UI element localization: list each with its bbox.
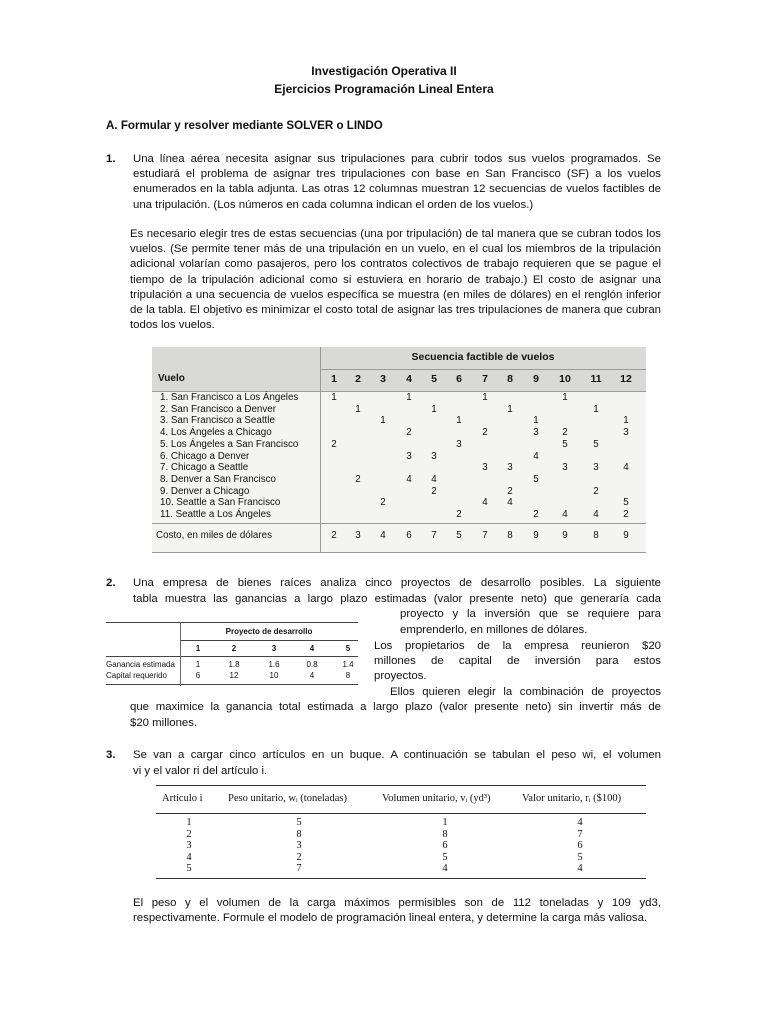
table-cell: 1 <box>507 403 513 415</box>
column-header: 3 <box>380 373 386 385</box>
column-header: Peso unitario, wᵢ (toneladas) <box>228 793 347 804</box>
problem-3-closing: El peso y el volumen de la carga máximos permisibles son de 112 toneladas y 109 yd3, respectivamente. Formule el modelo de programación lineal entera, y determine la carga más valiosa. <box>133 897 661 925</box>
cost-cell: 7 <box>482 530 488 541</box>
column-header: 1 <box>331 373 337 385</box>
table-cell: 1.6 <box>268 660 280 669</box>
cargo-table <box>156 785 646 879</box>
table-rule <box>106 656 358 657</box>
table-cell: 4 <box>507 497 513 509</box>
table-cell: 10 <box>269 671 279 680</box>
problem-2-line: tabla muestra las ganancias a largo plazo estimadas (valor presente neto) que generaría cada <box>133 593 661 605</box>
table-cell: 1 <box>195 660 201 669</box>
table-cell: 4 <box>482 497 488 509</box>
table-title: Proyecto de desarrollo <box>225 627 313 636</box>
table-cell: 1 <box>482 392 488 403</box>
column-header: 1 <box>195 644 201 653</box>
problem-3-number: 3. <box>106 749 116 761</box>
table-cell: 4 <box>593 509 599 520</box>
row-header: Vuelo <box>158 373 185 384</box>
table-cell: 3 <box>562 462 568 474</box>
table-cell: 1 <box>593 403 599 415</box>
table-rule <box>106 684 358 685</box>
problem-2-line: emprenderlo, en millones de dólares. <box>400 624 588 636</box>
table-cell: 6 <box>195 671 201 680</box>
table-cell: 4 <box>577 817 583 828</box>
problem-2-number: 2. <box>106 577 116 589</box>
flight-label: 11. Seattle a Los Ángeles <box>160 509 271 520</box>
table-cell: 3 <box>623 427 629 439</box>
cost-cell: 2 <box>331 530 337 541</box>
table-cell: 8 <box>296 828 302 840</box>
table-rule <box>156 878 646 879</box>
table-cell: 4 <box>442 863 448 874</box>
table-cell: 8 <box>442 828 448 840</box>
cost-cell: 3 <box>355 530 361 541</box>
table-cell: 3 <box>406 450 412 462</box>
cost-cell: 7 <box>431 530 437 541</box>
table-cell: 6 <box>577 840 583 851</box>
table-cell: 1 <box>406 392 412 403</box>
table-divider <box>152 523 646 524</box>
column-header: 10 <box>559 373 571 385</box>
table-cell: 3 <box>482 462 488 474</box>
row-label: Ganancia estimada <box>106 660 175 669</box>
flight-label: 9. Denver a Chicago <box>160 485 250 497</box>
flight-label: 7. Chicago a Seattle <box>160 462 249 474</box>
cost-cell: 9 <box>623 530 629 541</box>
problem-3-line: Se van a cargar cinco artículos en un buque. A continuación se tabulan el peso wi, el volumen <box>133 749 661 761</box>
column-header: 5 <box>345 644 351 653</box>
table-cell: 2 <box>507 485 513 497</box>
column-header: 3 <box>271 644 277 653</box>
table-cell: 2 <box>355 473 361 485</box>
column-header: Artículo i <box>162 793 203 804</box>
cost-cell: 9 <box>562 530 568 541</box>
table-cell: 5 <box>577 851 583 863</box>
flight-label: 4. Los Ángeles a Chicago <box>160 427 272 439</box>
flight-sequence-table <box>152 347 646 553</box>
flight-label: 6. Chicago a Denver <box>160 450 250 462</box>
problem-2-line: $20 millones. <box>130 717 198 729</box>
table-divider <box>152 552 646 553</box>
cost-cell: 5 <box>456 530 462 541</box>
document-subtitle: Ejercicios Programación Lineal Entera <box>274 82 494 96</box>
table-cell: 4 <box>623 462 629 474</box>
table-cell: 8 <box>345 671 351 680</box>
table-cell: 3 <box>431 450 437 462</box>
problem-3-line: vi y el valor ri del artículo i. <box>133 765 268 777</box>
column-header: 5 <box>431 373 437 385</box>
table-cell: 1 <box>331 392 337 403</box>
table-cell: 2 <box>562 427 568 439</box>
table-cell: 2 <box>331 438 337 450</box>
column-header: 2 <box>355 373 361 385</box>
table-cell: 5 <box>623 497 629 509</box>
table-cell: 2 <box>533 509 539 520</box>
table-cell: 1 <box>380 415 386 427</box>
table-rule <box>180 640 358 641</box>
table-cell: 1 <box>456 415 462 427</box>
problem-2-line: Ellos quieren elegir la combinación de proyectos <box>390 686 661 698</box>
problem-2-line: que maximice la ganancia total estimada a largo plazo (valor presente neto) sin invertir más de <box>130 701 661 713</box>
table-cell: 2 <box>296 851 302 863</box>
table-rule <box>156 813 646 814</box>
table-cell: 4 <box>533 450 539 462</box>
cost-cell: 8 <box>593 530 599 541</box>
problem-2-line: Una empresa de bienes raíces analiza cinco proyectos de desarrollo posibles. La siguiente <box>133 577 661 589</box>
table-cell: 2 <box>456 509 462 520</box>
table-cell: 4 <box>309 671 315 680</box>
table-cell: 1 <box>623 415 629 427</box>
table-cell: 1 <box>355 403 361 415</box>
column-header: 9 <box>533 373 539 385</box>
table-cell: 1.8 <box>228 660 240 669</box>
column-header: 6 <box>456 373 462 385</box>
column-header: 7 <box>482 373 488 385</box>
flight-label: 8. Denver a San Francisco <box>160 473 276 485</box>
table-cell: 4 <box>431 473 437 485</box>
table-cell: 3 <box>296 840 302 851</box>
column-header: 12 <box>620 373 632 385</box>
table-cell: 3 <box>533 427 539 439</box>
table-title: Secuencia factible de vuelos <box>411 351 555 363</box>
table-cell: 12 <box>229 671 239 680</box>
table-cell: 0.8 <box>306 660 318 669</box>
column-header: Volumen unitario, vᵢ (yd³) <box>382 793 491 804</box>
table-rule <box>106 622 358 623</box>
column-header: 4 <box>309 644 315 653</box>
flight-label: 10. Seattle a San Francisco <box>160 497 281 509</box>
table-cell: 3 <box>507 462 513 474</box>
table-cell: 1 <box>186 817 192 828</box>
cost-cell: 8 <box>507 530 513 541</box>
table-rule <box>156 785 646 786</box>
table-cell: 4 <box>562 509 568 520</box>
table-cell: 7 <box>577 828 583 840</box>
cost-cell: 4 <box>380 530 386 541</box>
table-cell: 3 <box>456 438 462 450</box>
table-cell: 4 <box>577 863 583 874</box>
flight-label: 3. San Francisco a Seattle <box>160 415 275 427</box>
document-title: Investigación Operativa II <box>311 64 457 78</box>
table-cell: 5 <box>562 438 568 450</box>
problem-1-number: 1. <box>106 153 116 165</box>
table-cell: 2 <box>482 427 488 439</box>
cost-cell: 6 <box>406 530 412 541</box>
table-cell: 5 <box>533 473 539 485</box>
table-cell: 2 <box>593 485 599 497</box>
table-cell: 2 <box>623 509 629 520</box>
table-cell: 3 <box>186 840 192 851</box>
table-cell: 7 <box>296 863 302 874</box>
problem-2-line: proyecto y la inversión que se requiere para <box>400 608 661 620</box>
problem-2-line: Los propietarios de la empresa reunieron $20 <box>374 640 661 652</box>
table-divider <box>320 369 646 370</box>
column-header: 8 <box>507 373 513 385</box>
flight-label: 1. San Francisco a Los Ángeles <box>160 392 299 403</box>
flight-label: 2. San Francisco a Denver <box>160 403 276 415</box>
flight-label: 5. Los Ángeles a San Francisco <box>160 438 299 450</box>
cost-cell: 9 <box>533 530 539 541</box>
table-cell: 6 <box>442 840 448 851</box>
column-header: Valor unitario, rᵢ ($100) <box>522 793 622 804</box>
table-cell: 3 <box>593 462 599 474</box>
table-cell: 4 <box>406 473 412 485</box>
table-cell: 5 <box>186 863 192 874</box>
problem-1-paragraph-2: Es necesario elegir tres de estas secuencias (una por tripulación) de tal manera que se cubran todos los vuelos. (Se permite tener más de una tripulación en un vuelo, en el cual los miembros de la tripulación adicional volarían como pasajeros, pero los contratos colectivos de trabajo requieren que se pague el tiempo de la tripulación adicional como si estuviera en horario de trabajo.) El costo de asignar una tripulación a una secuencia de vuelos específica se muestra (en miles de dólares) en el renglón inferior de la tabla. El objetivo es minimizar el costo total de asignar las tres tripulaciones de manera que cubran todos los vuelos. <box>130 228 661 332</box>
table-cell: 1 <box>442 817 448 828</box>
table-cell: 1 <box>562 392 568 403</box>
table-cell: 5 <box>593 438 599 450</box>
table-cell: 1 <box>431 403 437 415</box>
table-cell: 5 <box>442 851 448 863</box>
table-cell: 2 <box>406 427 412 439</box>
table-cell: 1 <box>533 415 539 427</box>
column-header: 4 <box>406 373 412 385</box>
column-header: 2 <box>231 644 237 653</box>
problem-2-line: proyectos. <box>374 670 427 682</box>
row-label: Capital requerido <box>106 671 167 680</box>
problem-2-line: millones de capital de inversión para estos <box>374 655 661 667</box>
table-cell: 4 <box>186 851 192 863</box>
problem-1-paragraph-1: Una línea aérea necesita asignar sus tripulaciones para cubrir todos sus vuelos programados. Se estudiará el problema de asignar tres tripulaciones con base en San Francisco (SF) a los vuelos enumerados en la tabla adjunta. Las otras 12 columnas muestran 12 secuencias de vuelos factibles de una tripulación. (Los números en cada columna indican el orden de los vuelos.) <box>133 153 661 211</box>
column-header: 11 <box>590 373 602 385</box>
table-cell: 2 <box>186 828 192 840</box>
table-cell: 2 <box>431 485 437 497</box>
table-cell: 5 <box>296 817 302 828</box>
table-cell: 2 <box>380 497 386 509</box>
project-table <box>106 622 358 686</box>
table-cell: 1.4 <box>342 660 354 669</box>
cost-label: Costo, en miles de dólares <box>156 530 272 541</box>
section-a-heading: A. Formular y resolver mediante SOLVER o LINDO <box>106 119 383 132</box>
